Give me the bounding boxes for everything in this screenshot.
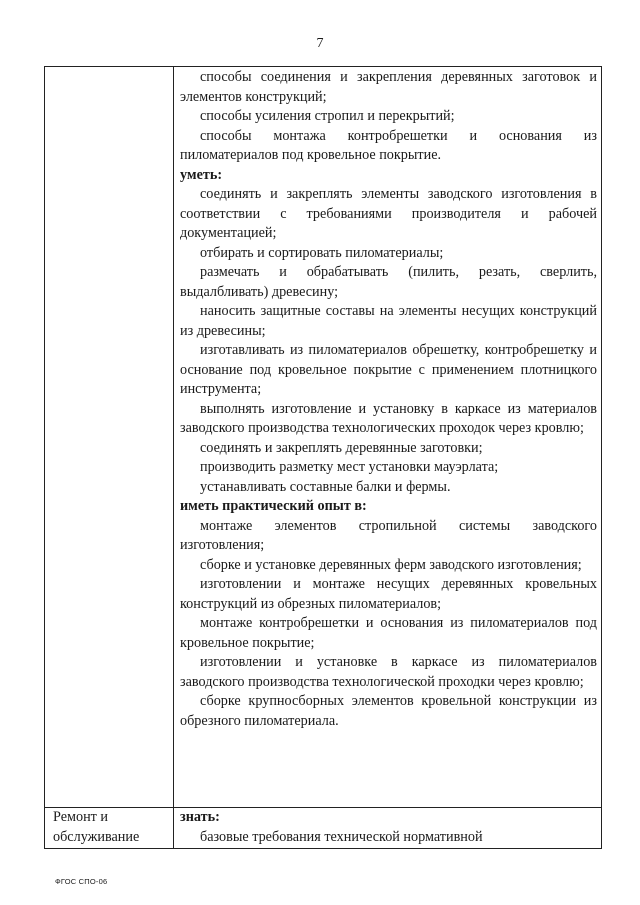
skill-item: отбирать и сортировать пиломатериалы; (200, 244, 444, 261)
column-divider (173, 67, 174, 848)
skill-item: соединять и закреплять элементы заводского изготовления в соответствии с требованиями производителя и рабочей документацией; (180, 186, 597, 241)
skill-item: изготавливать из пиломатериалов обрешетку, контробрешетку и основание под кровельное покрытие с применением плотницкого инструмента; (180, 342, 597, 397)
experience-heading: иметь практический опыт в: (180, 498, 367, 514)
next-requirements-cell (180, 808, 597, 847)
page-number: 7 (316, 36, 324, 51)
skill-item: производить разметку мест установки мауэрлата; (200, 459, 499, 475)
experience-item: монтаже элементов стропильной системы заводского изготовления; (180, 517, 597, 553)
footer-code: ФГОС СПО-06 (55, 877, 108, 886)
skill-item: устанавливать составные балки и фермы. (200, 478, 451, 495)
experience-item: монтаже контробрешетки и основания из пиломатериалов под кровельное покрытие; (180, 615, 597, 651)
experience-item: сборке крупносборных элементов кровельной конструкции из обрезного пиломатериала. (180, 693, 597, 729)
experience-item: изготовлении и установке в каркасе из пиломатериалов заводского производства технологической проходки через кровлю; (180, 654, 597, 690)
know-item: способы монтажа контробрешетки и основания из пиломатериалов под кровельное покрытие. (180, 127, 597, 163)
skill-item: выполнять изготовление и установку в каркасе из материалов заводского производства технологических проходок через кровлю; (180, 400, 597, 436)
skills-heading: уметь: (180, 166, 223, 183)
know-item: базовые требования технической нормативной (200, 828, 483, 845)
skill-item: соединять и закреплять деревянные заготовки; (200, 439, 483, 456)
know-item: способы усиления стропил и перекрытий; (200, 108, 455, 124)
requirements-cell (180, 67, 597, 731)
activity-label: Ремонт и обслуживание (53, 809, 140, 845)
experience-item: сборке и установке деревянных ферм заводского изготовления; (200, 556, 582, 573)
know-heading: знать: (180, 809, 220, 825)
know-item: способы соединения и закрепления деревянных заготовок и элементов конструкций; (180, 69, 597, 105)
experience-item: изготовлении и монтаже несущих деревянных кровельных конструкций из обрезных пиломатериалов; (180, 576, 597, 612)
skill-item: наносить защитные составы на элементы несущих конструкций из древесины; (180, 303, 597, 339)
competency-table (44, 66, 602, 849)
skill-item: размечать и обрабатывать (пилить, резать, сверлить, выдалбливать) древесину; (180, 264, 597, 300)
